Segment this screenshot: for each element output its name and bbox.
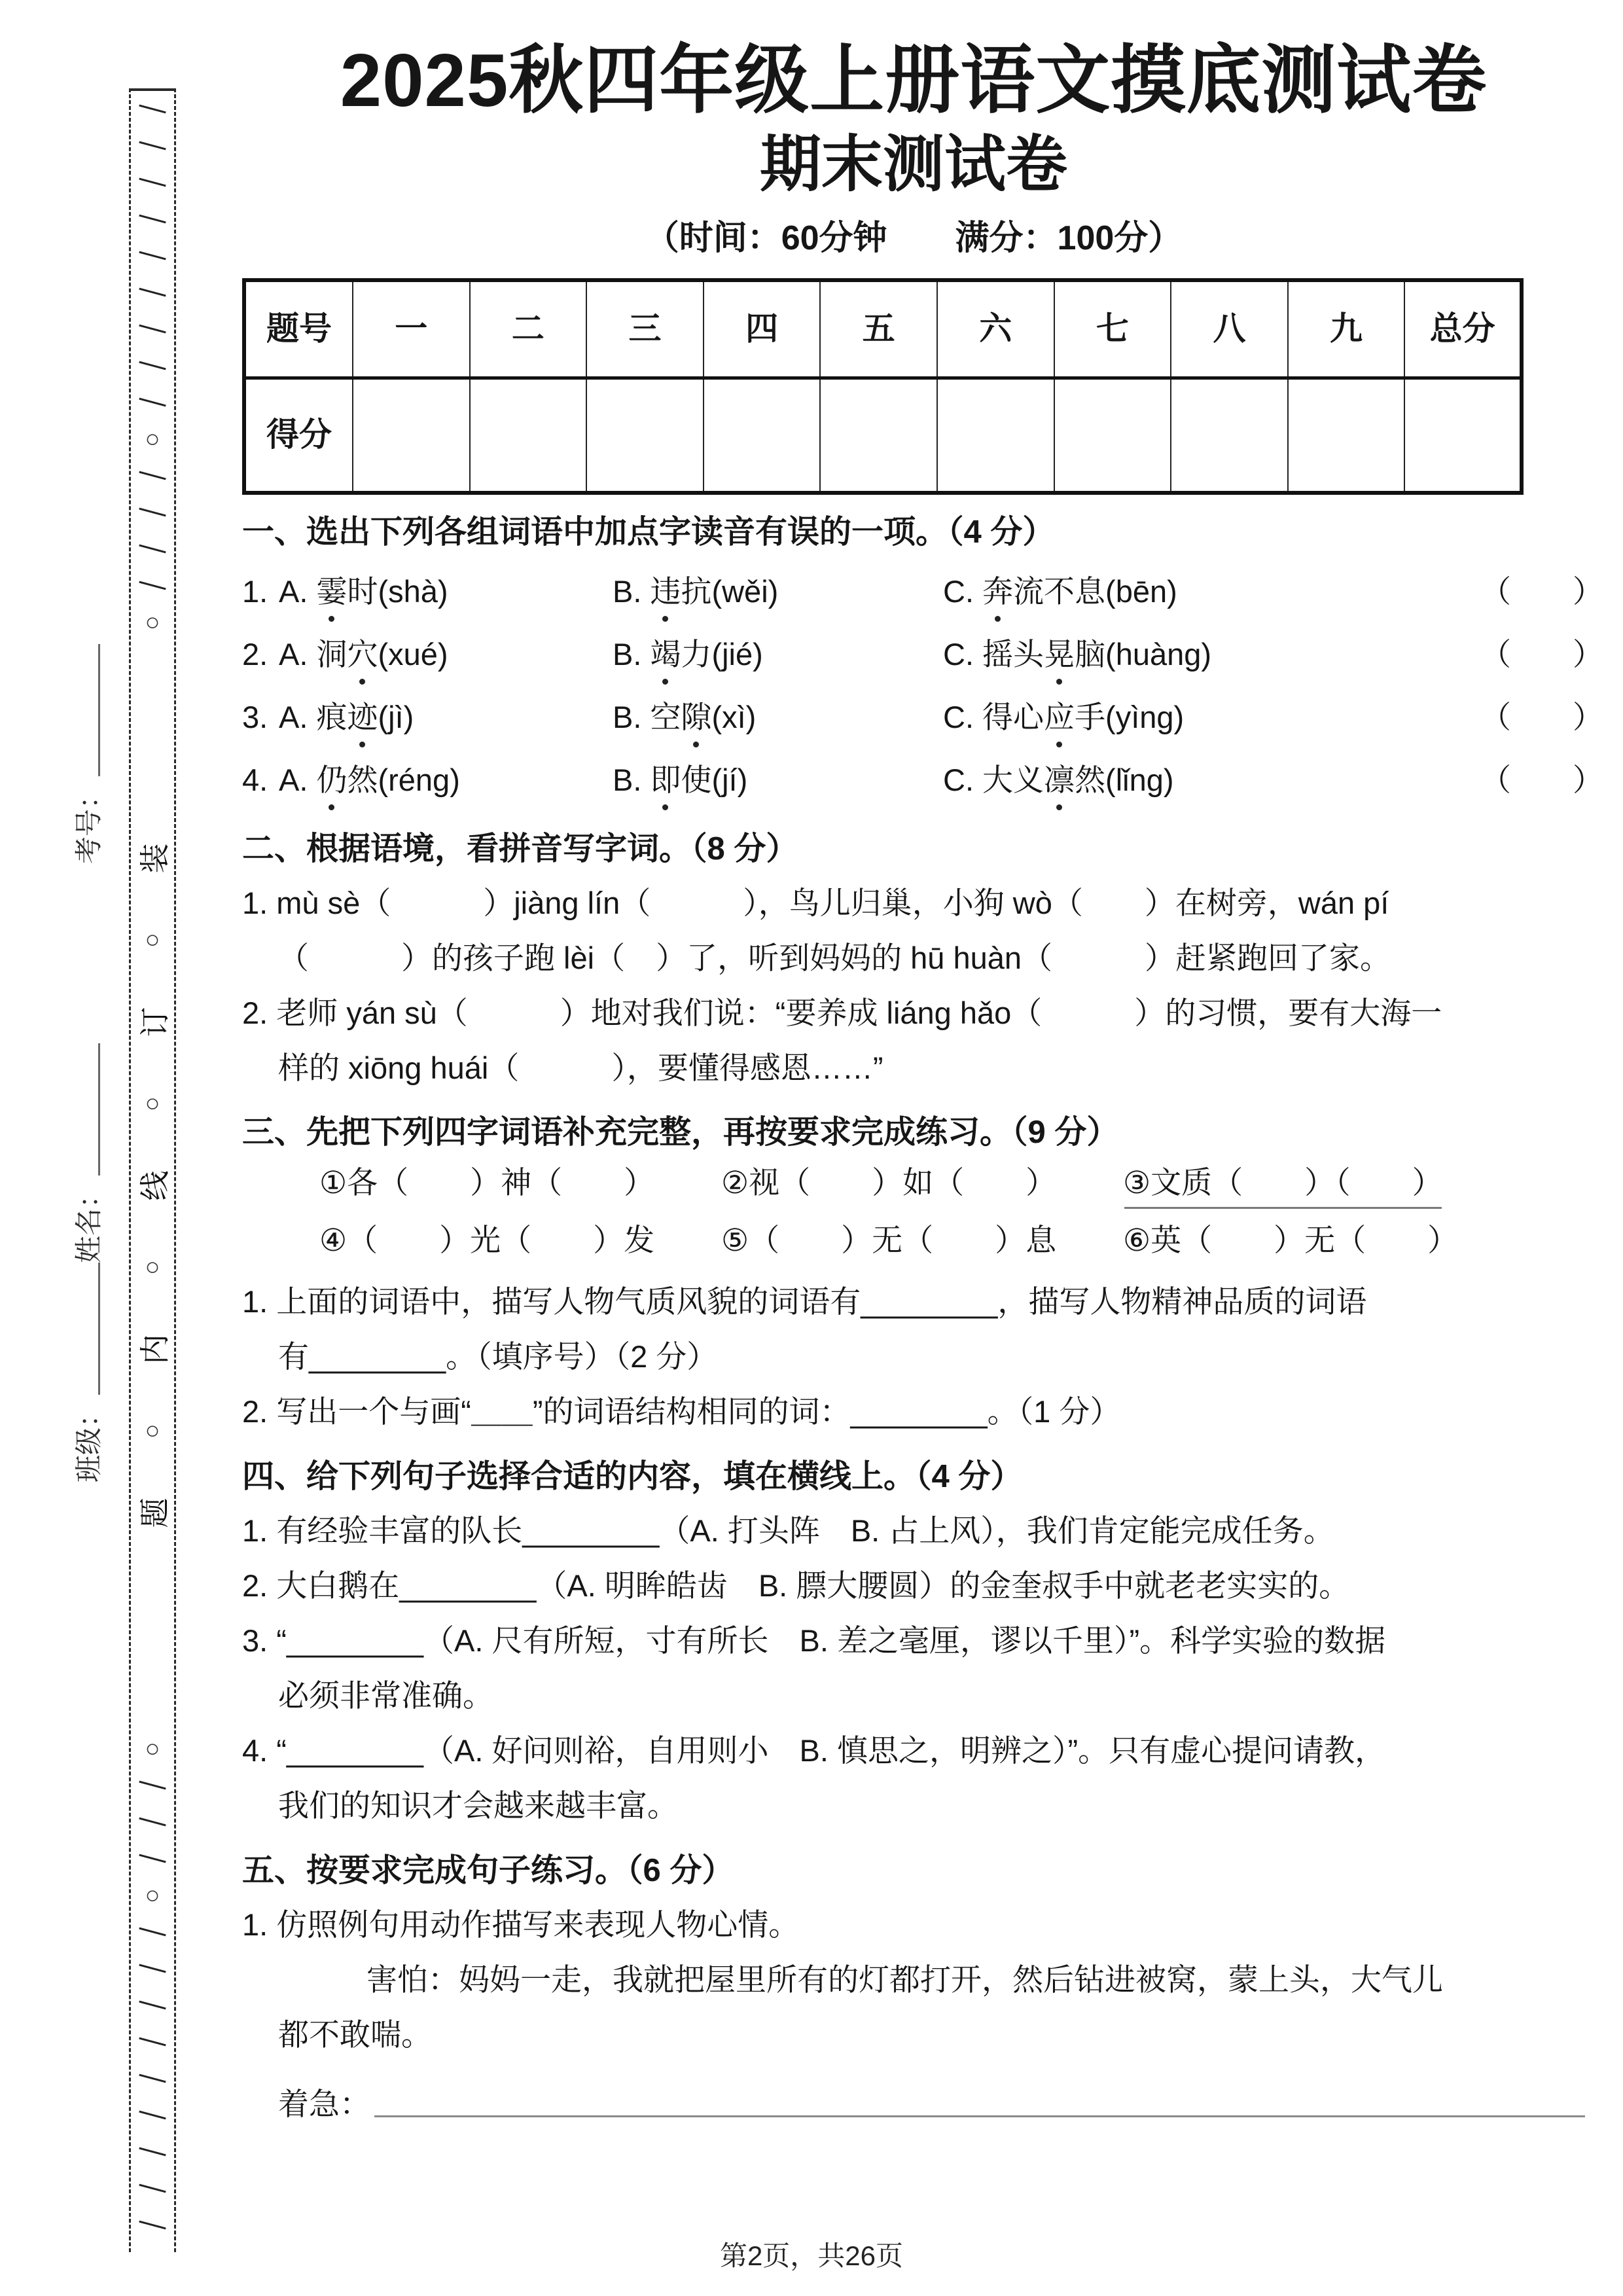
- page-footer: 第2页，共26页: [719, 2240, 904, 2271]
- question-number: 4.: [242, 762, 268, 798]
- choice-row: [242, 560, 1603, 623]
- dotted-character: 隙: [681, 696, 711, 738]
- choice-option: A. 仍然(réng): [279, 759, 613, 800]
- idiom-item-3: [1123, 1162, 1585, 1203]
- section-1-heading: 一、选出下列各组词语中加点字读音有误的一项。（4 分）: [242, 514, 1055, 550]
- idiom-line-2: [242, 1211, 1585, 1269]
- binding-slash-mark: [137, 128, 168, 164]
- section-3-heading: 三、先把下列四字词语补充完整，再按要求完成练习。（9 分）: [242, 1115, 1119, 1151]
- score-table-question-col: 一: [353, 280, 470, 378]
- section-4-body: [242, 1503, 1585, 1833]
- binding-text-char: 订: [137, 1007, 171, 1037]
- binding-slash-mark: [137, 531, 168, 567]
- section-4-heading: 四、给下列句子选择合适的内容，填在横线上。（4 分）: [242, 1459, 1023, 1495]
- choice-option: B. 即使(jí): [613, 759, 943, 800]
- choice-option: A. 霎时(shà): [279, 571, 613, 612]
- binding-slash-mark: [137, 2134, 168, 2170]
- score-table-empty-cell: [586, 378, 704, 493]
- binding-slash-mark: [137, 2024, 168, 2060]
- dotted-character: 凛: [1044, 759, 1075, 800]
- section-2-body: [242, 875, 1585, 1095]
- binding-circle-mark: ○: [145, 1417, 160, 1444]
- score-table-empty-cell: [820, 378, 937, 493]
- answer-blank-line: [242, 2062, 1585, 2125]
- binding-text-char: 内: [137, 1334, 171, 1365]
- binding-slash-mark: [137, 2060, 168, 2097]
- binding-slash-mark: [137, 457, 168, 494]
- binding-circle-mark: ○: [145, 1253, 160, 1281]
- text-line: （ ）的孩子跑 lèi（ ）了，听到妈妈的 hū huàn（ ）赶紧跑回了家。: [278, 940, 1391, 975]
- score-table-question-col: 六: [937, 280, 1054, 378]
- score-table-question-col: 八: [1171, 280, 1288, 378]
- dotted-character: 霎: [316, 571, 347, 612]
- side-field-student-name: [70, 1041, 107, 1263]
- binding-slash-mark: [137, 1950, 168, 1987]
- score-table-question-col: 二: [470, 280, 587, 378]
- choice-option: C. 奔流不息(bēn): [943, 571, 1480, 612]
- dotted-character: 竭: [650, 634, 681, 675]
- score-table-empty-cell: [1288, 378, 1405, 493]
- dotted-character: 晃: [1044, 634, 1075, 675]
- binding-slash-mark: [137, 1767, 168, 1804]
- binding-slash-mark: [137, 1987, 168, 2024]
- score-table-question-col: 四: [704, 280, 821, 378]
- score-table-empty-cell: [704, 378, 821, 493]
- idiom-item-2: ②视（ ）如（ ）: [721, 1165, 1057, 1200]
- choice-row: [242, 749, 1603, 812]
- choice-option: A. 洞穴(xué): [279, 634, 613, 675]
- score-table-question-col: 三: [586, 280, 704, 378]
- binding-slash-mark: [137, 567, 168, 604]
- idiom-item-1: ①各（ ）神（ ）: [319, 1165, 655, 1200]
- binding-slash-mark: [137, 2170, 168, 2207]
- choice-option: B. 竭力(jié): [613, 634, 943, 675]
- score-table-empty-cell: [937, 378, 1054, 493]
- binding-slash-mark: [137, 274, 168, 311]
- text-line: 3. “________（A. 尺有所短，寸有所长 B. 差之毫厘，谬以千里）”。科学实验的数据: [242, 1623, 1386, 1659]
- idiom-item-6: ⑥英（ ）无（ ）: [1123, 1223, 1459, 1258]
- binding-slash-mark: [137, 1914, 168, 1950]
- binding-circle-mark: ○: [145, 425, 160, 453]
- exam-subtitle: 期末测试卷: [759, 129, 1067, 198]
- choice-option: C. 大义凛然(lǐng): [943, 759, 1480, 800]
- binding-slash-mark: [137, 164, 168, 201]
- idiom-line-1: [242, 1154, 1585, 1211]
- binding-circle-mark: ○: [145, 609, 160, 636]
- score-table-row2-head: 得分: [244, 378, 353, 493]
- side-field-class: [70, 1260, 107, 1482]
- choice-option: B. 违抗(wěi): [613, 571, 943, 612]
- answer-bracket: （ ）: [1480, 574, 1603, 609]
- score-table: [242, 278, 1524, 495]
- side-field-write-line: [98, 1043, 100, 1175]
- text-line: 1. 上面的词语中，描写人物气质风貌的词语有________，描写人物精神品质的词语: [242, 1284, 1367, 1319]
- binding-text-char: 装: [137, 843, 171, 874]
- question-number: 2.: [242, 637, 268, 672]
- dotted-character: 应: [1044, 696, 1075, 738]
- binding-circle-mark: ○: [145, 926, 160, 954]
- dotted-character: 即: [650, 759, 681, 800]
- score-table-empty-cell: [1054, 378, 1171, 493]
- choice-option: A. 痕迹(jì): [279, 696, 613, 738]
- answer-blank-label: 着急：: [278, 2087, 370, 2122]
- question-number: 3.: [242, 700, 268, 735]
- answer-bracket: （ ）: [1480, 762, 1603, 798]
- text-line: 都不敢喘。: [278, 2017, 432, 2052]
- score-table-empty-cell: [1171, 378, 1288, 493]
- score-table-question-col: 五: [820, 280, 937, 378]
- binding-slash-mark: [137, 1840, 168, 1877]
- score-table-question-col: 九: [1288, 280, 1405, 378]
- choice-option: C. 得心应手(yìng): [943, 696, 1480, 738]
- side-field-label: 姓名：: [73, 1180, 104, 1263]
- side-field-exam-number: [70, 641, 107, 864]
- text-line: 我们的知识才会越来越丰富。: [278, 1788, 678, 1823]
- text-line: 2. 大白鹅在________（A. 明眸皓齿 B. 膘大腰圆）的金奎叔手中就老老实实的。: [242, 1568, 1350, 1604]
- exam-title: 2025秋四年级上册语文摸底测试卷: [340, 39, 1488, 122]
- score-table-row1-head: 题号: [244, 280, 353, 378]
- text-line: 样的 xiōng huái（ ），要懂得感恩……”: [278, 1050, 883, 1085]
- section-5-body: [242, 1897, 1585, 2062]
- choice-option: B. 空隙(xì): [613, 696, 943, 738]
- idiom-item-5: ⑤（ ）无（ ）息: [721, 1223, 1057, 1258]
- score-table-empty-cell: [353, 378, 470, 493]
- dotted-character: 违: [650, 571, 681, 612]
- choice-row: [242, 623, 1603, 686]
- dotted-character: 仍: [316, 759, 347, 800]
- binding-line: [129, 88, 176, 2252]
- binding-circle-mark: ○: [145, 1735, 160, 1763]
- dotted-character: 迹: [347, 696, 378, 738]
- answer-write-line: [374, 2115, 1585, 2117]
- text-line: 2. 写出一个与画“＿＿”的词语结构相同的词：________。（1 分）: [242, 1394, 1121, 1429]
- binding-slash-mark: [137, 384, 168, 421]
- dotted-character: 穴: [347, 634, 378, 675]
- section-2-heading: 二、根据语境，看拼音写字词。（8 分）: [242, 831, 798, 867]
- side-field-label: 班级：: [73, 1399, 104, 1482]
- text-line: 1. 有经验丰富的队长________（A. 打头阵 B. 占上风），我们肯定能完成任务。: [242, 1513, 1334, 1549]
- binding-slash-mark: [137, 494, 168, 531]
- binding-slash-mark: [137, 91, 168, 128]
- choice-row: [242, 686, 1603, 749]
- text-line: 害怕：妈妈一走，我就把屋里所有的灯都打开，然后钻进被窝，蒙上头，大气儿: [366, 1962, 1443, 1997]
- side-field-write-line: [98, 1263, 100, 1395]
- binding-circle-mark: ○: [145, 1090, 160, 1117]
- binding-slash-mark: [137, 201, 168, 238]
- binding-slash-mark: [137, 2097, 168, 2134]
- text-line: 1. 仿照例句用动作描写来表现人物心情。: [242, 1907, 800, 1942]
- choice-option: C. 摇头晃脑(huàng): [943, 634, 1480, 675]
- text-line: 1. mù sè（ ）jiàng lín（ ），鸟儿归巢，小狗 wò（ ）在树旁，wán pí: [242, 885, 1389, 920]
- question-number: 1.: [242, 574, 268, 609]
- answer-bracket: （ ）: [1480, 700, 1603, 735]
- text-line: 2. 老师 yán sù（ ）地对我们说：“要养成 liáng hǎo（ ）的习惯，要有大海一: [242, 995, 1442, 1030]
- score-table-empty-cell: [470, 378, 587, 493]
- score-table-empty-cell: [1404, 378, 1522, 493]
- binding-slash-mark: [137, 311, 168, 348]
- idiom-item-4: ④（ ）光（ ）发: [319, 1223, 655, 1258]
- binding-slash-mark: [137, 238, 168, 274]
- score-table-question-col: 总分: [1404, 280, 1522, 378]
- text-line: 4. “________（A. 好问则裕，自用则小 B. 慎思之，明辨之）”。只有虚心提问请教，: [242, 1733, 1386, 1768]
- side-field-write-line: [98, 644, 100, 776]
- side-field-label: 考号：: [73, 781, 104, 864]
- binding-text-char: 题: [137, 1498, 171, 1528]
- exam-time-score-meta: （时间：60分钟 满分：100分）: [645, 219, 1183, 257]
- dotted-character: 奔: [982, 571, 1013, 612]
- binding-slash-mark: [137, 348, 168, 384]
- idiom-item-3-underlined: ③文质（ ）（ ）: [1123, 1162, 1443, 1203]
- exam-content: [242, 37, 1603, 2125]
- answer-bracket: （ ）: [1480, 637, 1603, 672]
- binding-slash-mark: [137, 1804, 168, 1840]
- binding-circle-mark: ○: [145, 1882, 160, 1909]
- score-table-question-col: 七: [1054, 280, 1171, 378]
- text-line: 有________。（填序号）（2 分）: [278, 1339, 718, 1374]
- section-1-choice-rows: [242, 560, 1603, 812]
- text-line: 必须非常准确。: [278, 1678, 493, 1713]
- binding-text-char: 线: [137, 1170, 171, 1201]
- section-3-body: [242, 1274, 1585, 1439]
- section-5-heading: 五、按要求完成句子练习。（6 分）: [242, 1852, 734, 1888]
